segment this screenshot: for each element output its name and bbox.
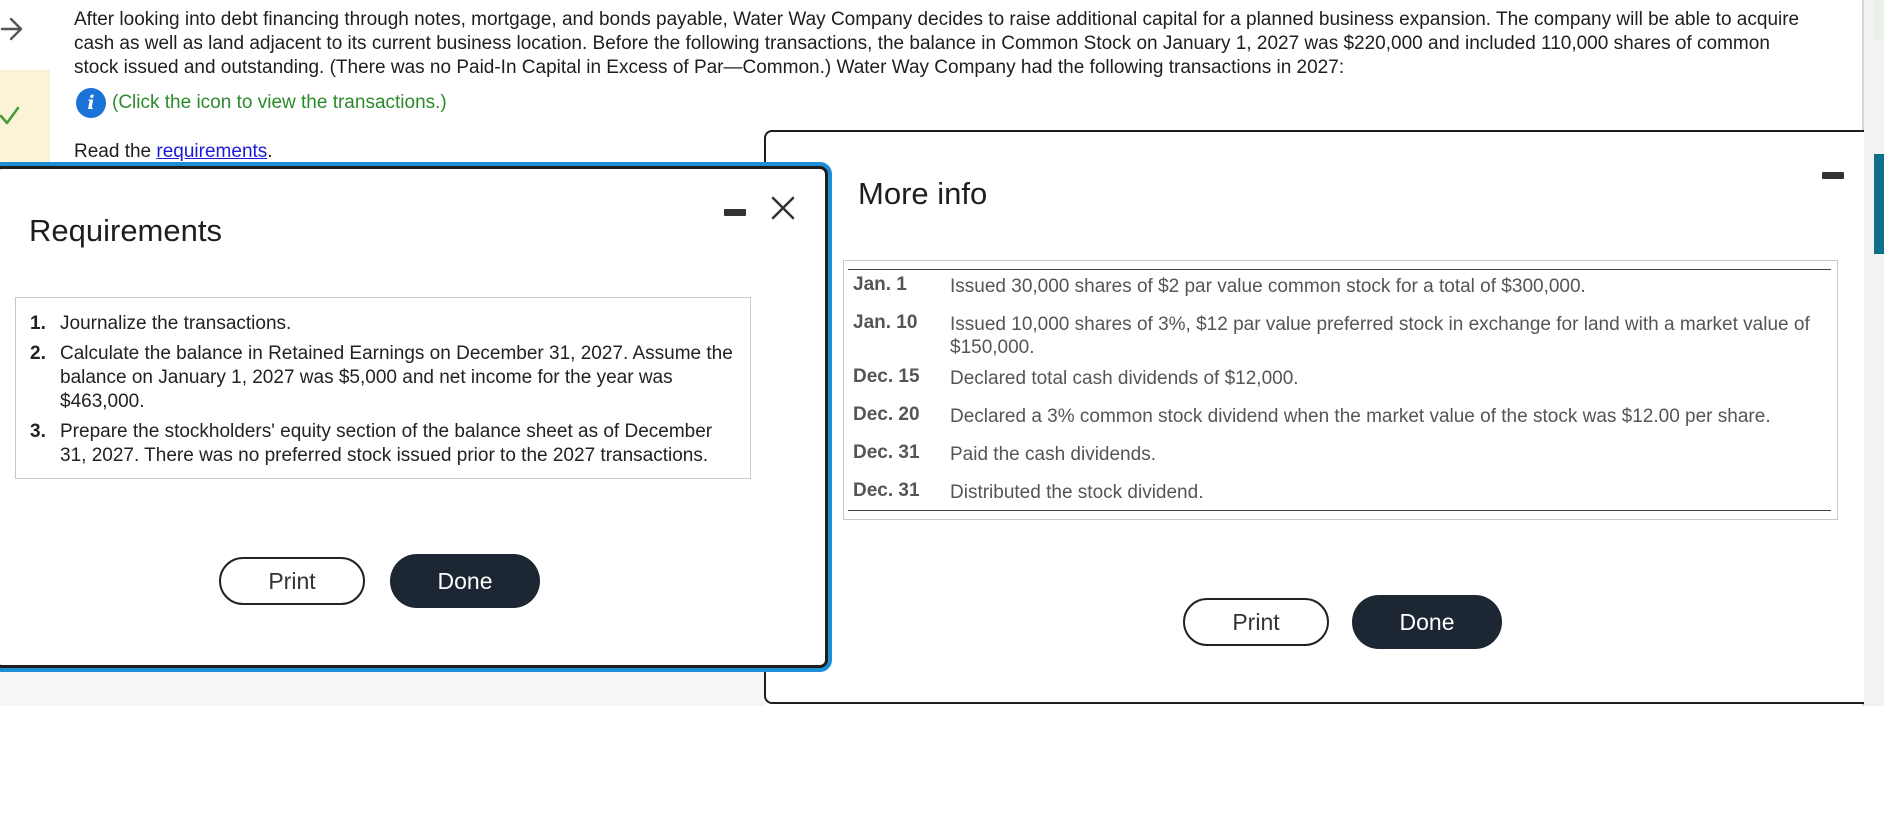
right-rail-top-tab[interactable] [1874, 0, 1884, 40]
item-number: 2. [30, 343, 46, 364]
item-number: 1. [30, 313, 46, 334]
transaction-description: Paid the cash dividends. [950, 444, 1156, 465]
item-text: Calculate the balance in Retained Earnings on December 31, 2027. Assume the balance on January 1, 2027 was $5,000 and net income for the year was $463,000. [60, 343, 733, 412]
table-rule-top [848, 269, 1831, 270]
right-rail-accent-tab[interactable] [1874, 154, 1884, 254]
read-suffix: . [267, 141, 273, 162]
more-info-dialog [764, 130, 1864, 704]
transaction-description: Distributed the stock dividend. [950, 482, 1204, 503]
requirements-link[interactable]: requirements [156, 141, 268, 162]
transaction-description: Declared total cash dividends of $12,000. [950, 368, 1299, 389]
item-text: Prepare the stockholders' equity section of the balance sheet as of December 31, 2027. There was no preferred stock issued prior to the 2027 transactions. [60, 421, 713, 466]
minimize-icon[interactable] [724, 209, 746, 216]
read-prefix: Read the [74, 141, 157, 162]
table-rule-bottom [848, 510, 1831, 511]
right-scroll-rail[interactable] [1864, 0, 1884, 706]
transaction-date: Jan. 10 [853, 312, 918, 333]
print-button[interactable]: Print [1183, 598, 1329, 646]
transactions-info-row[interactable] [76, 88, 447, 118]
arrow-right-icon[interactable] [0, 14, 24, 44]
transactions-info-link[interactable]: (Click the icon to view the transactions.) [112, 92, 447, 113]
question-text: After looking into debt financing through notes, mortgage, and bonds payable, Water Way Company decides to raise additional capital for a planned business expansion. The company will be able to acquire cash as well as land adjacent to its current business location. Before the following transactions, the balance in Common Stock on January 1, 2027 was $220,000 and included 110,000 shares of common stock issued and outstanding. (There was no Paid-In Capital in Excess of Par—Common.) Water Way Company had the following transactions in 2027: [74, 9, 1800, 78]
transactions-table [843, 260, 1838, 520]
close-icon[interactable] [768, 193, 798, 223]
transaction-description: Issued 30,000 shares of $2 par value common stock for a total of $300,000. [950, 276, 1586, 297]
transaction-date: Dec. 20 [853, 404, 920, 425]
done-button[interactable]: Done [390, 554, 540, 608]
transaction-description: Declared a 3% common stock dividend when the market value of the stock was $12.00 per share. [950, 406, 1771, 427]
transaction-date: Dec. 31 [853, 480, 920, 501]
transaction-date: Jan. 1 [853, 274, 907, 295]
item-text: Journalize the transactions. [60, 313, 292, 334]
minimize-icon[interactable] [1822, 172, 1844, 179]
transaction-date: Dec. 31 [853, 442, 920, 463]
info-icon[interactable]: i [76, 88, 106, 118]
checkmark-icon [0, 104, 20, 128]
requirements-dialog [0, 166, 828, 668]
print-button[interactable]: Print [219, 557, 365, 605]
transaction-description: Issued 10,000 shares of 3%, $12 par value preferred stock in exchange for land with a market value of $150,000. [950, 314, 1810, 358]
done-button[interactable]: Done [1352, 595, 1502, 649]
transaction-date: Dec. 15 [853, 366, 920, 387]
requirements-list [15, 297, 751, 479]
more-info-title: More info [858, 176, 988, 211]
read-requirements-row [74, 141, 273, 163]
left-rail [0, 0, 50, 164]
background-strip [0, 664, 764, 706]
item-number: 3. [30, 421, 46, 442]
requirements-title: Requirements [29, 213, 222, 248]
